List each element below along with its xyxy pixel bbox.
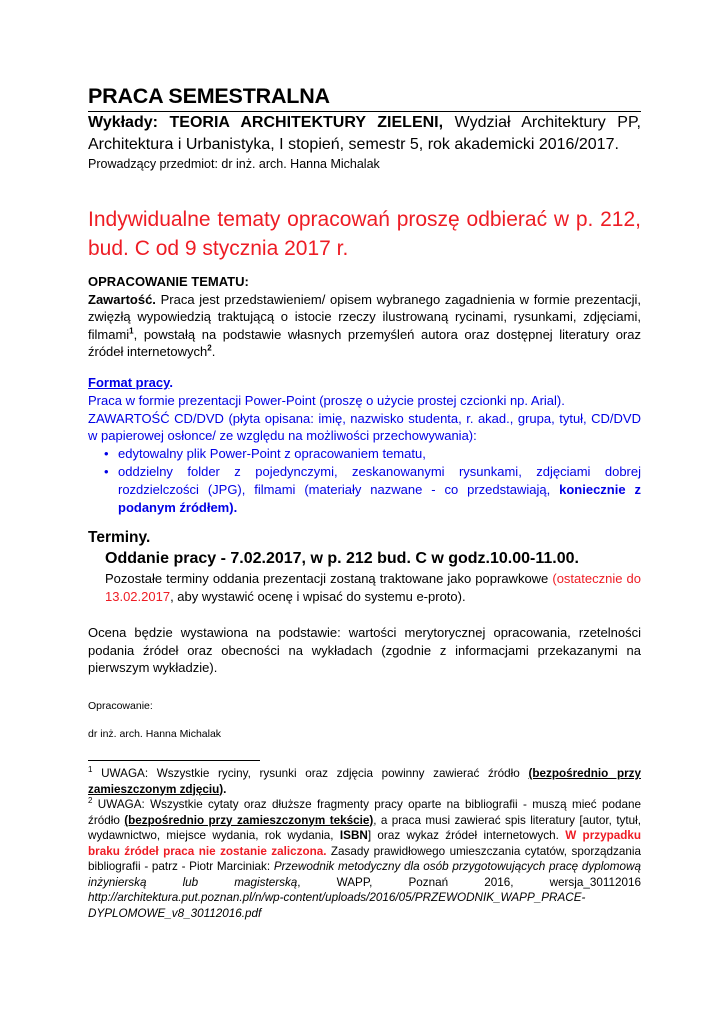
format-heading: Format pracy (88, 375, 170, 390)
terms-note-text-1: Pozostałe terminy oddania prezentacji zostaną traktowane jako poprawkowe (105, 571, 553, 586)
list-item (88, 445, 641, 463)
footnote-2-isbn: ISBN (339, 829, 368, 842)
title-block (88, 82, 641, 173)
content-text-2: , powstałą na podstawie własnych przemyśleń autora oraz dostępnej literatury oraz źródeł internetowych (88, 326, 641, 359)
lectures-line (88, 112, 641, 156)
lecturer-line: Prowadzący przedmiot: dr inż. arch. Hanna Michalak (88, 157, 380, 171)
content-text-1: Praca jest przedstawieniem/ opisem wybranego zagadnienia w formie prezentacji, zwięzłą wypowiedzią traktującą o istocie rzeczy ilustrowaną rycinami, rysunkami, zdjęciami, filmami (88, 291, 641, 342)
page-title: PRACA SEMESTRALNA (88, 84, 330, 108)
footnote-2 (88, 797, 641, 921)
pickup-notice: Indywidualne tematy opracowań proszę odbierać w p. 212, bud. C od 9 stycznia 2017 r. (88, 208, 641, 260)
lectures-text: Wydział Architektury PP, Architektura i Urbanistyka, I stopień, semestr 5, rok akademicki 2016/2017. (88, 114, 642, 153)
prepared-label: Opracowanie: (88, 700, 153, 712)
content-label: Zawartość. (88, 291, 156, 307)
format-line-2: ZAWARTOŚĆ CD/DVD (płyta opisana: imię, nazwisko studenta, r. akad., grupa, tytuł, CD/DVD w papierowej osłonce/ ze względu na możliwości przechowywania): (88, 410, 641, 444)
assessment-paragraph: Ocena będzie wystawiona na podstawie: wartości merytorycznej opracowania, rzetelności podania źródeł oraz obecności na wykładach (zgodnie z informacjami przekazanymi na pierwszym wykładzie). (88, 625, 641, 675)
format-line-1: Praca w formie prezentacji Power-Point (proszę o użycie prostej czcionki np. Arial). (88, 392, 565, 408)
footnote-2-emphasis-1: (bezpośrednio przy zamieszczonym tekście) (124, 813, 374, 827)
content-text-3: . (211, 344, 216, 359)
list-item-text: oddzielny folder z pojedynczymi, zeskanowanymi rysunkami, zdjęciami dobrej rozdzielczości (JPG), filmami (materiały nazwane - co przedstawiają, (118, 463, 641, 497)
footnote-2-text-3: ] oraz wykaz źródeł internetowych. (367, 829, 566, 842)
list-item-text: edytowalny plik Power-Point z opracowaniem tematu, (118, 446, 426, 462)
list-item-emphasis: koniecznie z podanym źródłem). (118, 481, 641, 515)
footnote-1-text: UWAGA: Wszystkie ryciny, rysunki oraz zdjęcia powinny zawierać źródło (92, 767, 529, 780)
footnote-2-warning: W przypadku braku źródeł praca nie zostanie zaliczona. (88, 829, 642, 858)
prepared-name: dr inż. arch. Hanna Michalak (88, 728, 222, 740)
topic-section (88, 273, 641, 361)
terms-final-date: (ostatecznie do 13.02.2017 (105, 571, 641, 604)
footnotes-section (88, 766, 641, 921)
terms-section (88, 528, 641, 606)
terms-note-text-2: , aby wystawić ocenę i wpisać do systemu e-proto). (170, 589, 466, 604)
footnote-ref-1[interactable]: 1 (129, 326, 134, 336)
list-item (88, 463, 641, 516)
footnote-2-book-title: Przewodnik metodyczny dla osób przygotowujących pracę dyplomową inżynierską lub magisterską (88, 860, 641, 889)
footnote-2-text-5: , WAPP, Poznań 2016, wersja_30112016 (297, 875, 642, 889)
topic-content (88, 291, 641, 361)
footnote-1 (88, 766, 641, 797)
format-section (88, 374, 641, 516)
lectures-label: Wykłady: TEORIA ARCHITEKTURY ZIELENI, (88, 114, 444, 131)
footnote-1-emphasis: (bezpośrednio przy zamieszczonym zdjęciu) (88, 767, 641, 796)
footnote-2-text-1: UWAGA: Wszystkie cytaty oraz dłuższe fragmenty pracy oparte na bibliografii - muszą mieć podane źródło (88, 798, 641, 827)
deadline-line: Oddanie pracy - 7.02.2017, w p. 212 bud. C w godz.10.00-11.00. (105, 550, 579, 567)
footnote-number-1: 1 (88, 765, 93, 775)
footnote-ref-2[interactable]: 2 (207, 343, 212, 353)
terms-heading: Terminy. (88, 529, 151, 546)
bullet-icon: • (104, 446, 109, 462)
footnote-1-end: . (223, 782, 227, 796)
format-list (88, 445, 641, 516)
terms-note (105, 570, 641, 606)
bullet-icon: • (104, 463, 109, 479)
footnote-divider (88, 760, 260, 761)
footnote-number-2: 2 (88, 796, 93, 806)
format-heading-dot: . (169, 375, 174, 390)
footnote-2-text-2: , a praca musi zawierać spis literatury [autor, tytuł, wydawnictwo, miejsce wydania, rok wydania, (88, 813, 641, 842)
topic-heading: OPRACOWANIE TEMATU: (88, 274, 249, 289)
footnote-2-text-4: Zasady prawidłowego umieszczania cytatów, sporządzania bibliografii - patrz - Piotr Marciniak: (88, 844, 641, 873)
footnote-2-url[interactable]: http://architektura.put.poznan.pl/n/wp-content/uploads/2016/05/PRZEWODNIK_WAPP_PRACE-DYPLOMOWE_v8_30112016.pdf (88, 891, 586, 920)
